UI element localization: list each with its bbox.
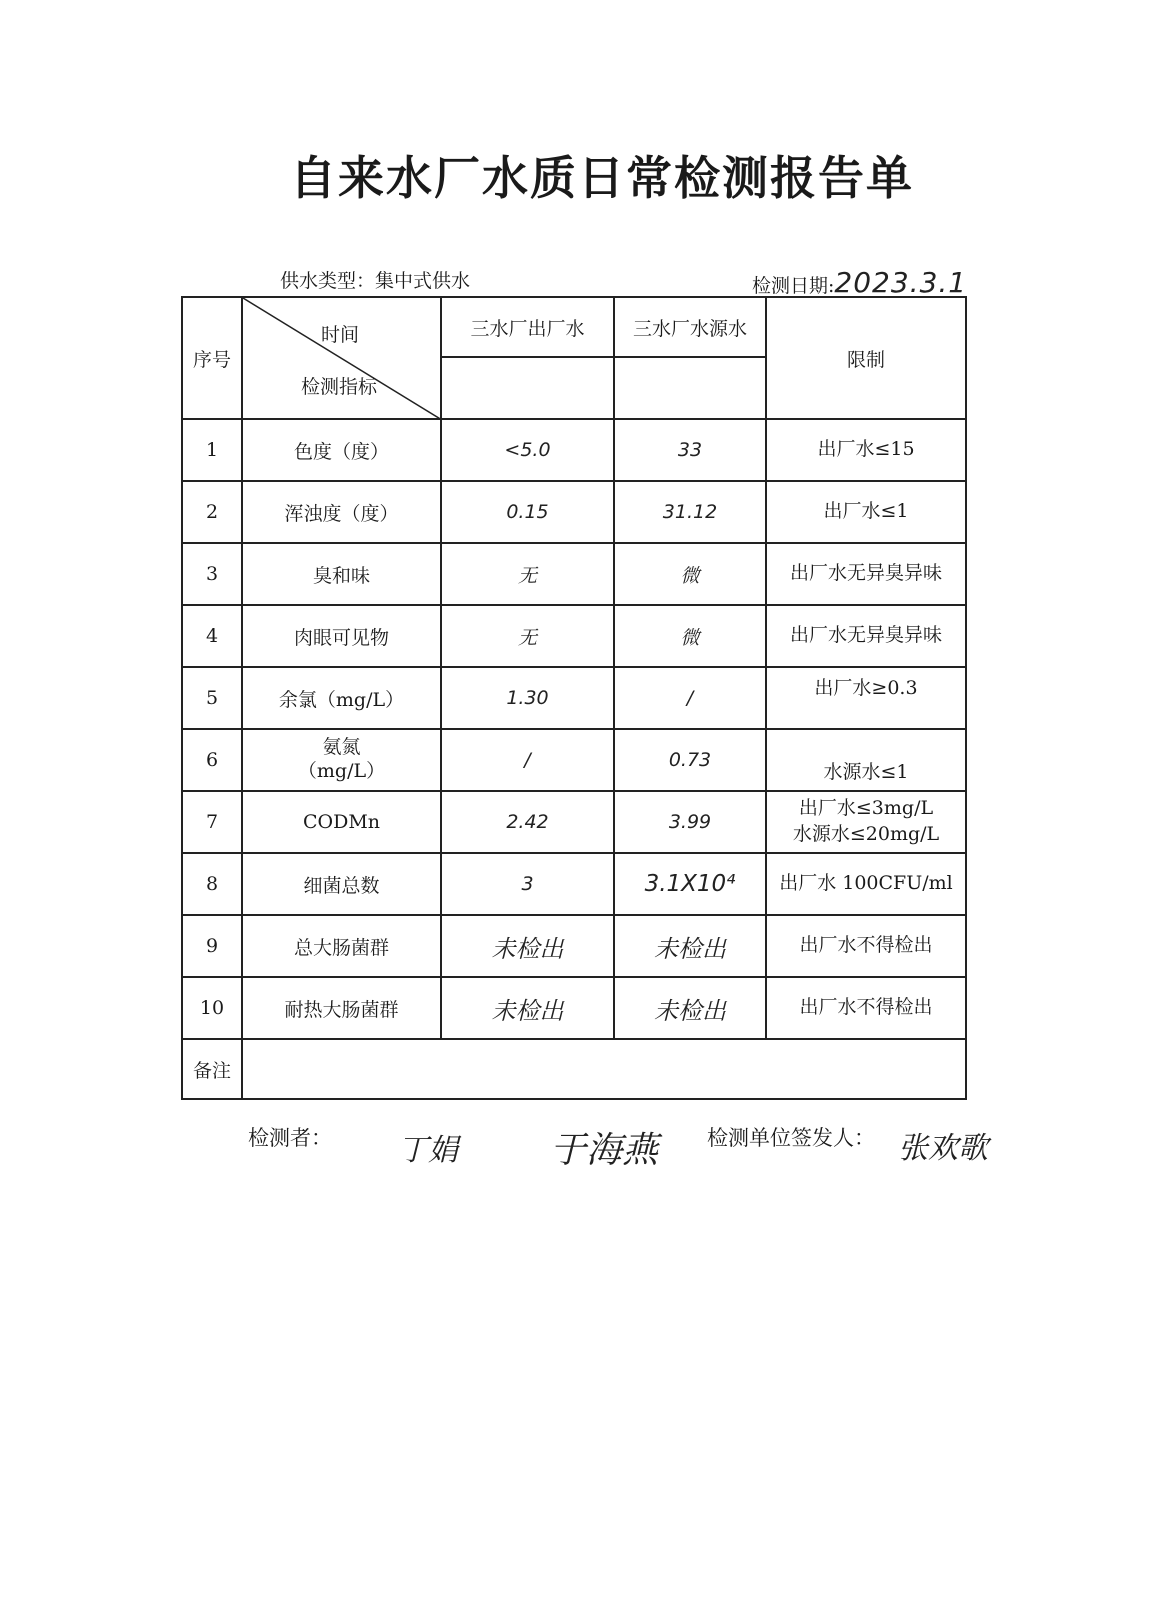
row-indicator: 余氯（mg/L） xyxy=(242,667,441,729)
row-source-value: 0.73 xyxy=(614,729,766,791)
row-plant-value: <5.0 xyxy=(441,419,614,481)
row-source-value: 微 xyxy=(614,605,766,667)
remark-label: 备注 xyxy=(182,1039,242,1099)
table-row xyxy=(182,915,966,977)
row-plant-value: 0.15 xyxy=(441,481,614,543)
row-indicator-line2: （mg/L） xyxy=(297,760,386,782)
row-indicator: 色度（度） xyxy=(242,419,441,481)
row-number: 7 xyxy=(182,791,242,853)
table-row xyxy=(182,481,966,543)
row-plant-value: 2.42 xyxy=(441,791,614,853)
row-indicator: 细菌总数 xyxy=(242,853,441,915)
row-number: 1 xyxy=(182,419,242,481)
row-indicator-line1: 氨氮 xyxy=(322,736,361,759)
row-limit: 出厂水≥0.3 xyxy=(766,667,966,729)
row-source-value: 未检出 xyxy=(614,977,766,1039)
header-source-blank xyxy=(614,357,766,419)
table-row xyxy=(182,543,966,605)
row-number: 6 xyxy=(182,729,242,791)
row-source-value: 微 xyxy=(614,543,766,605)
row-number: 3 xyxy=(182,543,242,605)
row-limit xyxy=(766,791,966,853)
issuer-signature: 张欢歌 xyxy=(898,1131,988,1166)
row-plant-value: 未检出 xyxy=(441,915,614,977)
report-table xyxy=(181,296,967,1100)
row-limit: 水源水≤1 xyxy=(766,729,966,791)
header-plant-water: 三水厂出厂水 xyxy=(441,297,614,357)
supply-type-value: 集中式供水 xyxy=(375,270,471,292)
row-number: 9 xyxy=(182,915,242,977)
row-indicator: 总大肠菌群 xyxy=(242,915,441,977)
row-number: 4 xyxy=(182,605,242,667)
diagonal-divider xyxy=(243,298,442,420)
row-source-value: 33 xyxy=(614,419,766,481)
header-diagonal-cell xyxy=(242,297,441,419)
row-indicator: 肉眼可见物 xyxy=(242,605,441,667)
row-indicator: 臭和味 xyxy=(242,543,441,605)
row-source-value: 3.1X10⁴ xyxy=(614,853,766,915)
row-limit: 出厂水无异臭异味 xyxy=(766,605,966,667)
row-limit-line1: 出厂水≤3mg/L xyxy=(798,797,934,820)
row-indicator: 耐热大肠菌群 xyxy=(242,977,441,1039)
header-plant-blank xyxy=(441,357,614,419)
table-row xyxy=(182,729,966,791)
table-row xyxy=(182,419,966,481)
header-limit: 限制 xyxy=(766,297,966,419)
header-time-label: 时间 xyxy=(321,324,360,346)
table-row xyxy=(182,791,966,853)
issuer-label: 检测单位签发人： xyxy=(707,1126,875,1150)
remark-row xyxy=(182,1039,966,1099)
row-indicator: CODMn xyxy=(242,791,441,853)
row-plant-value: / xyxy=(441,729,614,791)
table-row xyxy=(182,667,966,729)
remark-value xyxy=(242,1039,966,1099)
table-row xyxy=(182,853,966,915)
row-number: 2 xyxy=(182,481,242,543)
header-source-water: 三水厂水源水 xyxy=(614,297,766,357)
row-limit: 出厂水≤15 xyxy=(766,419,966,481)
row-plant-value: 无 xyxy=(441,605,614,667)
row-limit: 出厂水不得检出 xyxy=(766,977,966,1039)
row-limit: 出厂水≤1 xyxy=(766,481,966,543)
row-number: 5 xyxy=(182,667,242,729)
test-date xyxy=(752,266,967,299)
table-row xyxy=(182,605,966,667)
test-date-label: 检测日期: xyxy=(752,275,835,297)
row-limit: 出厂水无异臭异味 xyxy=(766,543,966,605)
row-number: 8 xyxy=(182,853,242,915)
row-plant-value: 未检出 xyxy=(441,977,614,1039)
header-index: 序号 xyxy=(182,297,242,419)
row-source-value: 未检出 xyxy=(614,915,766,977)
row-plant-value: 无 xyxy=(441,543,614,605)
tester-signature-2: 于海燕 xyxy=(550,1130,659,1171)
supply-type xyxy=(280,266,470,293)
tester-label: 检测者： xyxy=(248,1126,332,1150)
row-source-value: / xyxy=(614,667,766,729)
supply-type-label: 供水类型： xyxy=(280,270,376,292)
header-indicator-label: 检测指标 xyxy=(301,376,378,398)
test-date-value: 2023.3.1 xyxy=(834,266,968,299)
row-limit-line2: 水源水≤20mg/L xyxy=(792,823,940,845)
row-plant-value: 1.30 xyxy=(441,667,614,729)
report-title: 自来水厂水质日常检测报告单 xyxy=(290,151,914,205)
row-plant-value: 3 xyxy=(441,853,614,915)
row-source-value: 31.12 xyxy=(614,481,766,543)
table-row xyxy=(182,977,966,1039)
row-limit: 出厂水 100CFU/ml xyxy=(766,853,966,915)
tester-signature-1: 丁娟 xyxy=(398,1133,458,1168)
row-number: 10 xyxy=(182,977,242,1039)
row-indicator xyxy=(242,729,441,791)
header-row xyxy=(182,297,966,357)
row-limit: 出厂水不得检出 xyxy=(766,915,966,977)
row-indicator: 浑浊度（度） xyxy=(242,481,441,543)
row-source-value: 3.99 xyxy=(614,791,766,853)
